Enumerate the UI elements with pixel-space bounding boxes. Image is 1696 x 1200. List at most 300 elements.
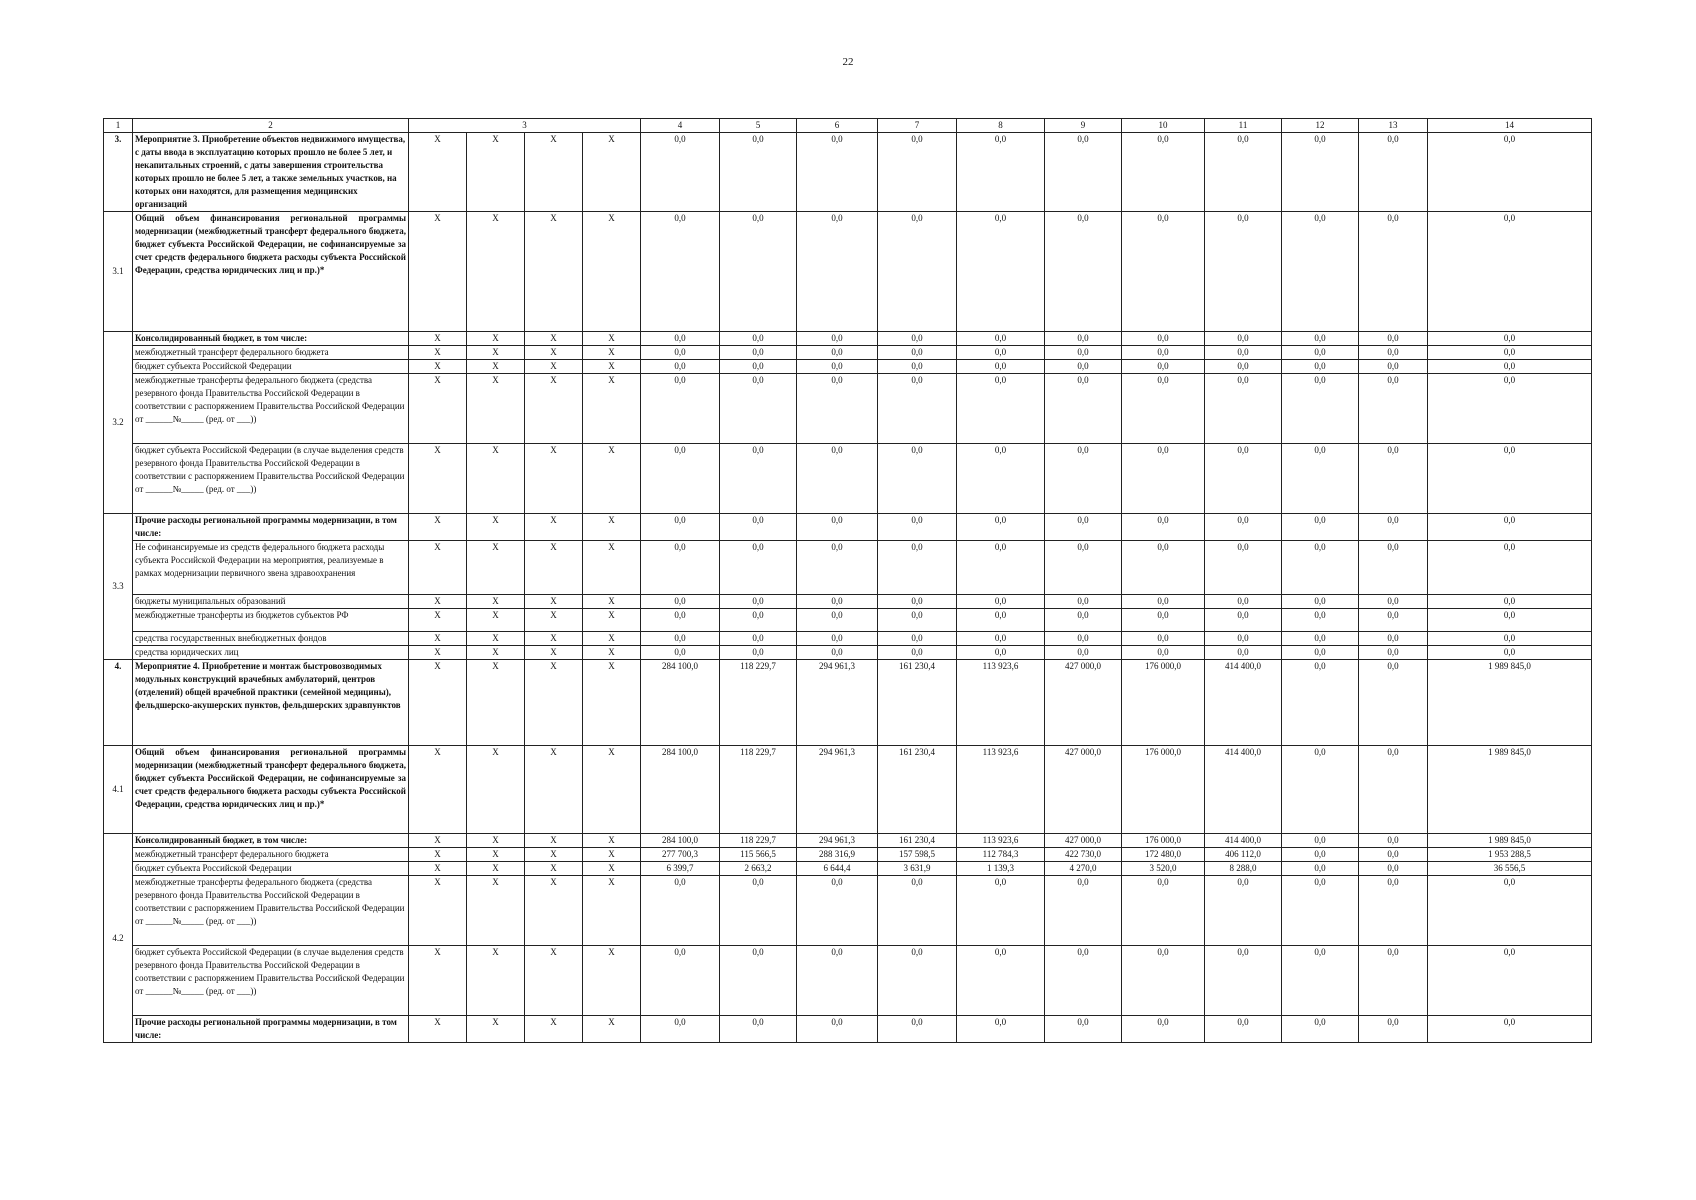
col-header: 3 <box>409 119 641 133</box>
table-row <box>104 360 1592 374</box>
x-mark-cell: X <box>583 609 641 632</box>
value-cell: 161 230,4 <box>878 834 957 848</box>
value-cell: 0,0 <box>957 212 1045 332</box>
col-header: 2 <box>133 119 409 133</box>
value-cell: 0,0 <box>1122 1016 1205 1043</box>
value-cell: 0,0 <box>957 1016 1045 1043</box>
value-cell: 0,0 <box>1428 646 1592 660</box>
row-label: Прочие расходы региональной программы модернизации, в том числе: <box>133 514 409 541</box>
x-mark-cell: X <box>467 660 525 746</box>
value-cell: 0,0 <box>1359 632 1428 646</box>
value-cell: 0,0 <box>1282 876 1359 946</box>
value-cell: 1 989 845,0 <box>1428 660 1592 746</box>
x-mark-cell: X <box>583 660 641 746</box>
value-cell: 0,0 <box>1428 514 1592 541</box>
value-cell: 0,0 <box>1359 541 1428 595</box>
value-cell: 0,0 <box>1205 632 1282 646</box>
value-cell: 0,0 <box>1205 346 1282 360</box>
value-cell: 172 480,0 <box>1122 848 1205 862</box>
x-mark-cell: X <box>583 1016 641 1043</box>
x-mark-cell: X <box>583 133 641 212</box>
value-cell: 0,0 <box>1359 444 1428 514</box>
value-cell: 176 000,0 <box>1122 746 1205 834</box>
value-cell: 0,0 <box>1122 133 1205 212</box>
value-cell: 0,0 <box>1359 514 1428 541</box>
value-cell: 0,0 <box>1359 834 1428 848</box>
value-cell: 0,0 <box>1428 360 1592 374</box>
value-cell: 0,0 <box>957 133 1045 212</box>
row-label: Не софинансируемые из средств федерального бюджета расходы субъекта Российской Федерации на мероприятия, реализуемые в рамках модернизации первичного звена здравоохранения <box>133 541 409 595</box>
value-cell: 0,0 <box>720 374 797 444</box>
value-cell: 0,0 <box>720 876 797 946</box>
value-cell: 284 100,0 <box>641 746 720 834</box>
table-row <box>104 444 1592 514</box>
value-cell: 0,0 <box>720 541 797 595</box>
value-cell: 0,0 <box>720 646 797 660</box>
x-mark-cell: X <box>409 834 467 848</box>
x-mark-cell: X <box>409 346 467 360</box>
value-cell: 0,0 <box>1282 444 1359 514</box>
x-mark-cell: X <box>409 374 467 444</box>
table-row <box>104 595 1592 609</box>
value-cell: 0,0 <box>797 374 878 444</box>
value-cell: 422 730,0 <box>1045 848 1122 862</box>
x-mark-cell: X <box>467 346 525 360</box>
value-cell: 0,0 <box>1205 595 1282 609</box>
value-cell: 0,0 <box>1282 746 1359 834</box>
x-mark-cell: X <box>525 346 583 360</box>
value-cell: 0,0 <box>1122 595 1205 609</box>
value-cell: 0,0 <box>641 360 720 374</box>
x-mark-cell: X <box>409 595 467 609</box>
x-mark-cell: X <box>525 374 583 444</box>
value-cell: 0,0 <box>720 609 797 632</box>
row-label: межбюджетные трансферты из бюджетов субъектов РФ <box>133 609 409 632</box>
x-mark-cell: X <box>583 444 641 514</box>
col-header: 1 <box>104 119 133 133</box>
x-mark-cell: X <box>525 444 583 514</box>
x-mark-cell: X <box>525 332 583 346</box>
value-cell: 0,0 <box>641 212 720 332</box>
value-cell: 0,0 <box>797 332 878 346</box>
value-cell: 3 631,9 <box>878 862 957 876</box>
value-cell: 0,0 <box>720 212 797 332</box>
value-cell: 0,0 <box>641 646 720 660</box>
value-cell: 0,0 <box>957 360 1045 374</box>
x-mark-cell: X <box>467 876 525 946</box>
value-cell: 0,0 <box>797 133 878 212</box>
value-cell: 0,0 <box>641 609 720 632</box>
col-header: 10 <box>1122 119 1205 133</box>
value-cell: 0,0 <box>878 646 957 660</box>
value-cell: 0,0 <box>1205 514 1282 541</box>
value-cell: 0,0 <box>1122 212 1205 332</box>
value-cell: 0,0 <box>797 346 878 360</box>
x-mark-cell: X <box>409 660 467 746</box>
value-cell: 427 000,0 <box>1045 660 1122 746</box>
row-label: Прочие расходы региональной программы модернизации, в том числе: <box>133 1016 409 1043</box>
table-row <box>104 660 1592 746</box>
x-mark-cell: X <box>409 1016 467 1043</box>
value-cell: 0,0 <box>641 541 720 595</box>
value-cell: 2 663,2 <box>720 862 797 876</box>
value-cell: 0,0 <box>878 946 957 1016</box>
value-cell: 0,0 <box>797 444 878 514</box>
value-cell: 0,0 <box>1205 212 1282 332</box>
value-cell: 0,0 <box>720 514 797 541</box>
col-header: 14 <box>1428 119 1592 133</box>
value-cell: 0,0 <box>957 332 1045 346</box>
x-mark-cell: X <box>525 212 583 332</box>
row-number: 3.2 <box>104 332 133 514</box>
value-cell: 0,0 <box>878 1016 957 1043</box>
value-cell: 0,0 <box>797 541 878 595</box>
value-cell: 112 784,3 <box>957 848 1045 862</box>
value-cell: 0,0 <box>957 444 1045 514</box>
col-header: 6 <box>797 119 878 133</box>
value-cell: 0,0 <box>1045 946 1122 1016</box>
value-cell: 0,0 <box>878 133 957 212</box>
value-cell: 284 100,0 <box>641 834 720 848</box>
table-row <box>104 374 1592 444</box>
value-cell: 157 598,5 <box>878 848 957 862</box>
value-cell: 0,0 <box>641 346 720 360</box>
value-cell: 0,0 <box>797 876 878 946</box>
value-cell: 0,0 <box>1282 212 1359 332</box>
row-label: бюджет субъекта Российской Федерации <box>133 360 409 374</box>
value-cell: 0,0 <box>1122 646 1205 660</box>
value-cell: 0,0 <box>878 876 957 946</box>
value-cell: 0,0 <box>878 332 957 346</box>
row-number: 4.1 <box>104 746 133 834</box>
row-label: бюджет субъекта Российской Федерации (в случае выделения средств резервного фонда Правительства Российской Федерации в соответствии с распоряжением Правительства Российской Федерации от ______№_____ (ред. от ___)) <box>133 946 409 1016</box>
value-cell: 0,0 <box>1205 360 1282 374</box>
value-cell: 0,0 <box>1359 609 1428 632</box>
x-mark-cell: X <box>525 946 583 1016</box>
value-cell: 118 229,7 <box>720 660 797 746</box>
value-cell: 0,0 <box>878 212 957 332</box>
value-cell: 0,0 <box>1428 133 1592 212</box>
value-cell: 0,0 <box>1282 660 1359 746</box>
x-mark-cell: X <box>525 746 583 834</box>
value-cell: 0,0 <box>1205 374 1282 444</box>
value-cell: 0,0 <box>1205 133 1282 212</box>
value-cell: 0,0 <box>1359 595 1428 609</box>
value-cell: 0,0 <box>720 946 797 1016</box>
value-cell: 0,0 <box>1428 444 1592 514</box>
x-mark-cell: X <box>525 632 583 646</box>
value-cell: 113 923,6 <box>957 746 1045 834</box>
x-mark-cell: X <box>583 360 641 374</box>
value-cell: 0,0 <box>1122 346 1205 360</box>
value-cell: 0,0 <box>1282 595 1359 609</box>
x-mark-cell: X <box>583 834 641 848</box>
row-label: средства государственных внебюджетных фондов <box>133 632 409 646</box>
x-mark-cell: X <box>525 862 583 876</box>
x-mark-cell: X <box>525 834 583 848</box>
x-mark-cell: X <box>583 212 641 332</box>
x-mark-cell: X <box>467 541 525 595</box>
value-cell: 0,0 <box>1359 660 1428 746</box>
value-cell: 0,0 <box>1205 332 1282 346</box>
value-cell: 0,0 <box>957 946 1045 1016</box>
value-cell: 0,0 <box>720 332 797 346</box>
value-cell: 0,0 <box>957 595 1045 609</box>
value-cell: 0,0 <box>1045 876 1122 946</box>
value-cell: 0,0 <box>878 346 957 360</box>
value-cell: 406 112,0 <box>1205 848 1282 862</box>
value-cell: 118 229,7 <box>720 834 797 848</box>
value-cell: 284 100,0 <box>641 660 720 746</box>
value-cell: 0,0 <box>957 632 1045 646</box>
value-cell: 0,0 <box>641 514 720 541</box>
value-cell: 0,0 <box>1359 360 1428 374</box>
value-cell: 0,0 <box>1359 646 1428 660</box>
value-cell: 0,0 <box>1205 946 1282 1016</box>
x-mark-cell: X <box>525 360 583 374</box>
x-mark-cell: X <box>583 541 641 595</box>
value-cell: 1 989 845,0 <box>1428 834 1592 848</box>
x-mark-cell: X <box>583 746 641 834</box>
value-cell: 0,0 <box>641 444 720 514</box>
value-cell: 0,0 <box>1282 374 1359 444</box>
x-mark-cell: X <box>467 374 525 444</box>
x-mark-cell: X <box>467 834 525 848</box>
value-cell: 0,0 <box>720 444 797 514</box>
value-cell: 0,0 <box>1359 946 1428 1016</box>
value-cell: 294 961,3 <box>797 660 878 746</box>
x-mark-cell: X <box>467 595 525 609</box>
row-number: 4. <box>104 660 133 746</box>
table-row <box>104 876 1592 946</box>
value-cell: 0,0 <box>957 646 1045 660</box>
row-label: межбюджетные трансферты федерального бюджета (средства резервного фонда Правительства Российской Федерации в соответствии с распоряжением Правительства Российской Федерации от ______№_____ (ред. от ___)) <box>133 374 409 444</box>
value-cell: 0,0 <box>1205 444 1282 514</box>
x-mark-cell: X <box>409 514 467 541</box>
value-cell: 0,0 <box>641 332 720 346</box>
value-cell: 0,0 <box>797 646 878 660</box>
value-cell: 0,0 <box>1282 609 1359 632</box>
value-cell: 0,0 <box>878 632 957 646</box>
row-label: Общий объем финансирования региональной программы модернизации (межбюджетный трансферт федерального бюджета, бюджет субъекта Российской Федерации, не софинансируемые за счет средств федерального бюджета расходы субъекта Российской Федерации, средства юридических лиц и пр.)* <box>133 212 409 332</box>
value-cell: 0,0 <box>1428 632 1592 646</box>
x-mark-cell: X <box>583 862 641 876</box>
value-cell: 0,0 <box>1428 609 1592 632</box>
value-cell: 0,0 <box>1205 1016 1282 1043</box>
value-cell: 0,0 <box>641 1016 720 1043</box>
value-cell: 176 000,0 <box>1122 660 1205 746</box>
value-cell: 0,0 <box>1282 848 1359 862</box>
value-cell: 414 400,0 <box>1205 660 1282 746</box>
value-cell: 6 644,4 <box>797 862 878 876</box>
x-mark-cell: X <box>467 632 525 646</box>
value-cell: 36 556,5 <box>1428 862 1592 876</box>
value-cell: 0,0 <box>797 609 878 632</box>
x-mark-cell: X <box>525 1016 583 1043</box>
value-cell: 0,0 <box>641 632 720 646</box>
value-cell: 0,0 <box>1045 332 1122 346</box>
row-label: Консолидированный бюджет, в том числе: <box>133 834 409 848</box>
x-mark-cell: X <box>409 946 467 1016</box>
table-row <box>104 646 1592 660</box>
x-mark-cell: X <box>409 646 467 660</box>
value-cell: 1 989 845,0 <box>1428 746 1592 834</box>
value-cell: 0,0 <box>641 374 720 444</box>
row-number: 3. <box>104 133 133 212</box>
value-cell: 0,0 <box>797 360 878 374</box>
value-cell: 0,0 <box>1205 876 1282 946</box>
value-cell: 0,0 <box>1359 133 1428 212</box>
value-cell: 0,0 <box>720 360 797 374</box>
value-cell: 0,0 <box>1359 374 1428 444</box>
value-cell: 0,0 <box>1282 834 1359 848</box>
value-cell: 0,0 <box>1122 444 1205 514</box>
value-cell: 0,0 <box>1045 212 1122 332</box>
x-mark-cell: X <box>583 876 641 946</box>
value-cell: 0,0 <box>1122 632 1205 646</box>
x-mark-cell: X <box>409 876 467 946</box>
row-label: межбюджетные трансферты федерального бюджета (средства резервного фонда Правительства Российской Федерации в соответствии с распоряжением Правительства Российской Федерации от ______№_____ (ред. от ___)) <box>133 876 409 946</box>
value-cell: 118 229,7 <box>720 746 797 834</box>
value-cell: 0,0 <box>720 595 797 609</box>
col-header: 13 <box>1359 119 1428 133</box>
row-label: бюджет субъекта Российской Федерации (в случае выделения средств резервного фонда Правительства Российской Федерации в соответствии с распоряжением Правительства Российской Федерации от ______№_____ (ред. от ___)) <box>133 444 409 514</box>
table-row <box>104 746 1592 834</box>
x-mark-cell: X <box>409 360 467 374</box>
value-cell: 0,0 <box>1045 541 1122 595</box>
x-mark-cell: X <box>409 332 467 346</box>
x-mark-cell: X <box>467 946 525 1016</box>
x-mark-cell: X <box>467 212 525 332</box>
value-cell: 0,0 <box>1428 876 1592 946</box>
value-cell: 427 000,0 <box>1045 746 1122 834</box>
header-row <box>104 119 1592 133</box>
value-cell: 0,0 <box>797 946 878 1016</box>
value-cell: 0,0 <box>1359 332 1428 346</box>
value-cell: 0,0 <box>1205 541 1282 595</box>
value-cell: 0,0 <box>1282 360 1359 374</box>
value-cell: 0,0 <box>1428 946 1592 1016</box>
row-number: 3.3 <box>104 514 133 660</box>
x-mark-cell: X <box>409 848 467 862</box>
value-cell: 0,0 <box>1359 212 1428 332</box>
value-cell: 0,0 <box>878 541 957 595</box>
value-cell: 0,0 <box>797 595 878 609</box>
value-cell: 0,0 <box>1359 876 1428 946</box>
value-cell: 0,0 <box>1282 862 1359 876</box>
x-mark-cell: X <box>525 660 583 746</box>
table-row <box>104 1016 1592 1043</box>
x-mark-cell: X <box>467 848 525 862</box>
value-cell: 0,0 <box>1122 946 1205 1016</box>
value-cell: 294 961,3 <box>797 746 878 834</box>
x-mark-cell: X <box>467 862 525 876</box>
value-cell: 288 316,9 <box>797 848 878 862</box>
x-mark-cell: X <box>525 541 583 595</box>
x-mark-cell: X <box>467 646 525 660</box>
value-cell: 294 961,3 <box>797 834 878 848</box>
row-label: средства юридических лиц <box>133 646 409 660</box>
value-cell: 0,0 <box>957 374 1045 444</box>
value-cell: 0,0 <box>1045 346 1122 360</box>
value-cell: 0,0 <box>1045 444 1122 514</box>
row-label: Консолидированный бюджет, в том числе: <box>133 332 409 346</box>
x-mark-cell: X <box>583 946 641 1016</box>
x-mark-cell: X <box>525 133 583 212</box>
value-cell: 427 000,0 <box>1045 834 1122 848</box>
value-cell: 176 000,0 <box>1122 834 1205 848</box>
x-mark-cell: X <box>467 746 525 834</box>
col-header: 5 <box>720 119 797 133</box>
value-cell: 0,0 <box>878 595 957 609</box>
value-cell: 0,0 <box>1282 346 1359 360</box>
value-cell: 0,0 <box>1428 595 1592 609</box>
value-cell: 0,0 <box>1359 848 1428 862</box>
value-cell: 0,0 <box>1428 332 1592 346</box>
value-cell: 161 230,4 <box>878 746 957 834</box>
value-cell: 0,0 <box>1282 646 1359 660</box>
value-cell: 4 270,0 <box>1045 862 1122 876</box>
table-row <box>104 946 1592 1016</box>
value-cell: 113 923,6 <box>957 834 1045 848</box>
x-mark-cell: X <box>409 609 467 632</box>
value-cell: 0,0 <box>1205 646 1282 660</box>
x-mark-cell: X <box>583 346 641 360</box>
value-cell: 0,0 <box>1122 360 1205 374</box>
row-label: бюджеты муниципальных образований <box>133 595 409 609</box>
value-cell: 0,0 <box>1428 346 1592 360</box>
x-mark-cell: X <box>583 332 641 346</box>
financing-table <box>103 118 1592 1043</box>
table-row <box>104 609 1592 632</box>
value-cell: 1 139,3 <box>957 862 1045 876</box>
value-cell: 0,0 <box>797 1016 878 1043</box>
page-number: 22 <box>842 56 854 68</box>
table-row <box>104 541 1592 595</box>
x-mark-cell: X <box>583 632 641 646</box>
col-header: 7 <box>878 119 957 133</box>
value-cell: 0,0 <box>720 632 797 646</box>
x-mark-cell: X <box>467 609 525 632</box>
value-cell: 0,0 <box>1122 514 1205 541</box>
x-mark-cell: X <box>525 848 583 862</box>
value-cell: 0,0 <box>878 360 957 374</box>
value-cell: 277 700,3 <box>641 848 720 862</box>
row-label: бюджет субъекта Российской Федерации <box>133 862 409 876</box>
table-row <box>104 848 1592 862</box>
x-mark-cell: X <box>583 848 641 862</box>
value-cell: 0,0 <box>1282 133 1359 212</box>
value-cell: 0,0 <box>957 514 1045 541</box>
x-mark-cell: X <box>583 374 641 444</box>
value-cell: 0,0 <box>1045 514 1122 541</box>
value-cell: 0,0 <box>957 541 1045 595</box>
x-mark-cell: X <box>467 133 525 212</box>
x-mark-cell: X <box>467 360 525 374</box>
value-cell: 0,0 <box>1122 609 1205 632</box>
value-cell: 0,0 <box>878 374 957 444</box>
value-cell: 0,0 <box>1045 609 1122 632</box>
value-cell: 0,0 <box>1359 1016 1428 1043</box>
value-cell: 0,0 <box>797 514 878 541</box>
value-cell: 0,0 <box>1122 541 1205 595</box>
x-mark-cell: X <box>467 1016 525 1043</box>
value-cell: 0,0 <box>1359 346 1428 360</box>
col-header: 12 <box>1282 119 1359 133</box>
table-row <box>104 332 1592 346</box>
table-row <box>104 514 1592 541</box>
row-label: Мероприятие 3. Приобретение объектов недвижимого имущества, с даты ввода в эксплуатацию которых прошло не более 5 лет, и некапитальных строений, с даты завершения строительства которых прошло не более 5 лет, а также земельных участков, на которых они находятся, для размещения медицинских организаций <box>133 133 409 212</box>
